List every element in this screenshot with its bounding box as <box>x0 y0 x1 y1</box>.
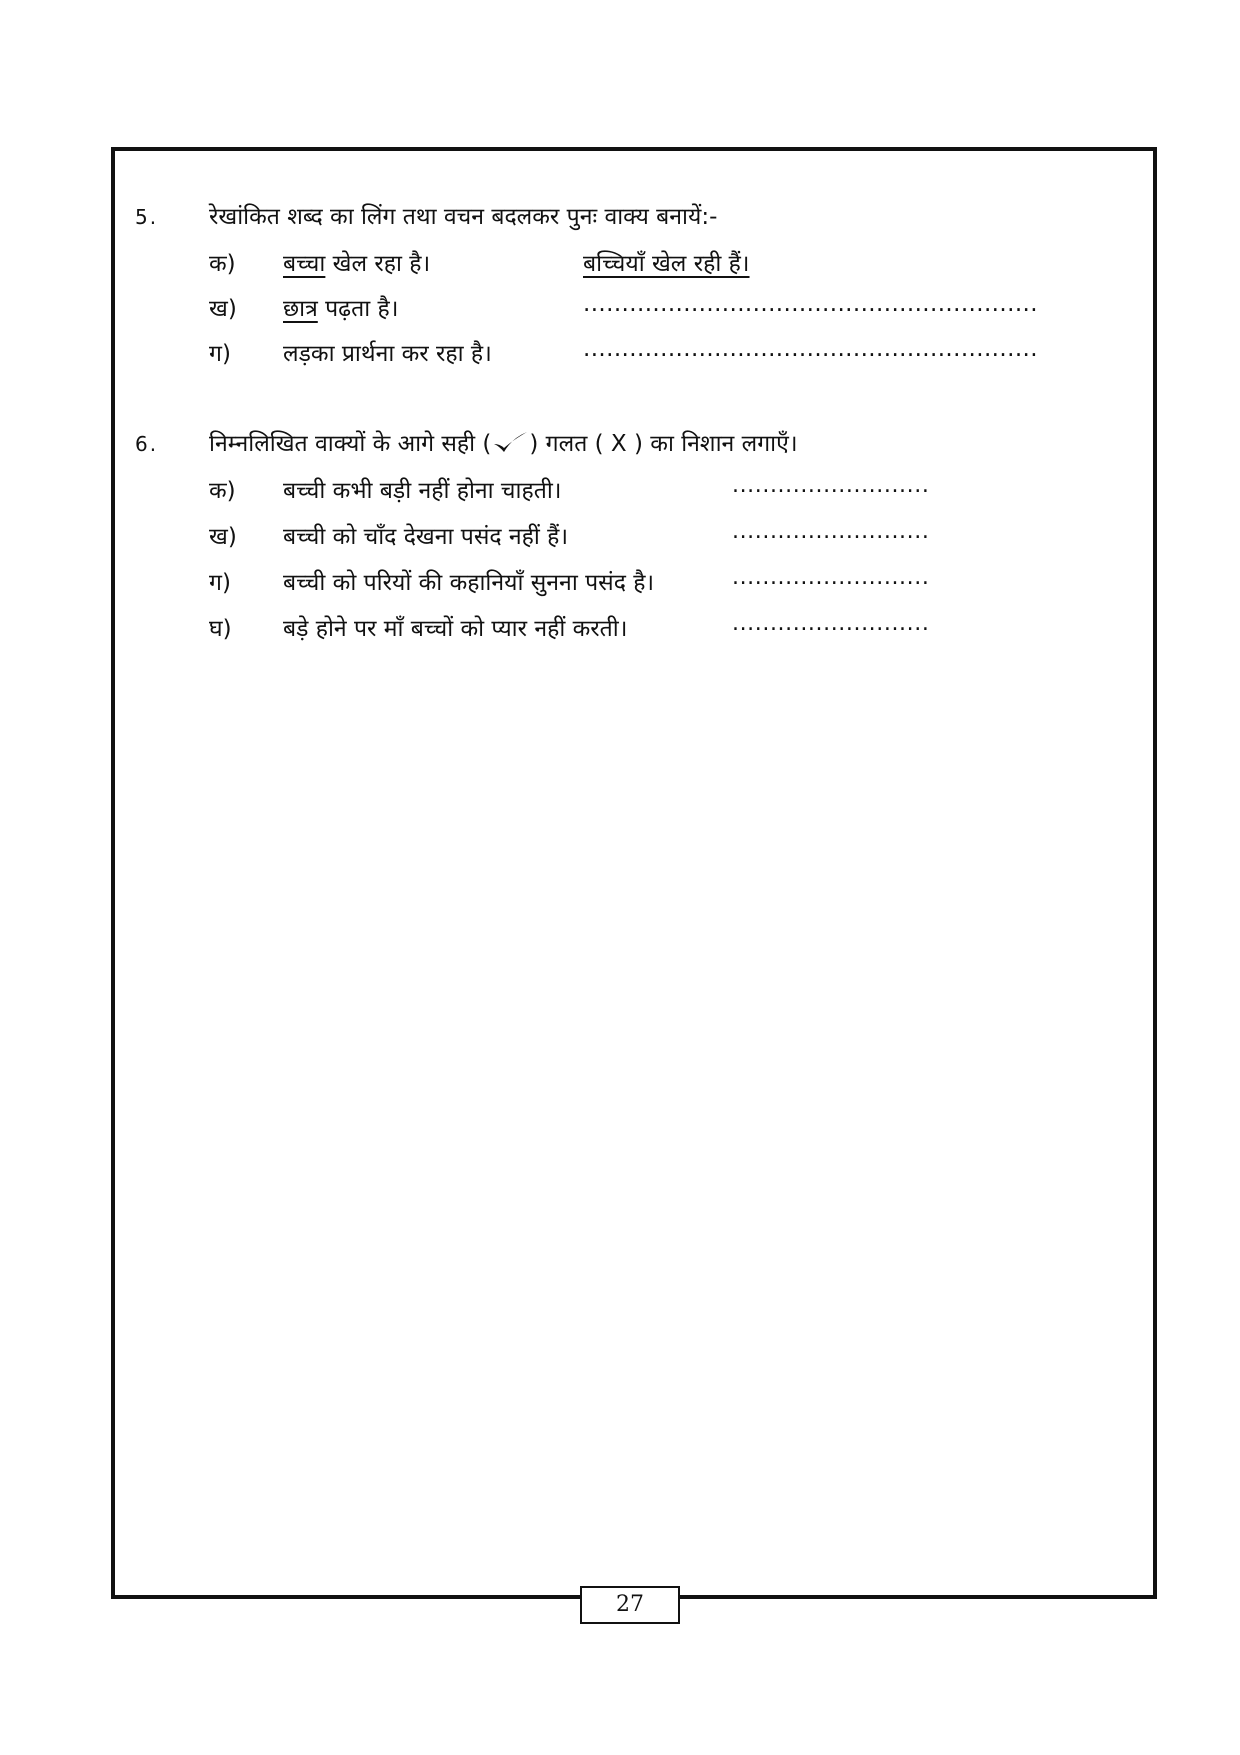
answer-blank[interactable]: .......................... <box>732 473 930 498</box>
answer-blank[interactable]: .......................... <box>732 519 930 544</box>
item-label: ख) <box>209 296 237 322</box>
question-instruction: रेखांकित शब्द का लिंग तथा वचन बदलकर पुनः वाक्य बनायें:- <box>209 204 718 230</box>
item-label: ख) <box>209 524 237 550</box>
list-item <box>115 565 1153 605</box>
instruction-end: ) गलत ( X ) का निशान लगाएँ। <box>529 431 798 457</box>
underlined-word: बच्चा <box>283 251 326 277</box>
list-item <box>115 291 1153 331</box>
item-label: घ) <box>209 616 232 642</box>
list-item <box>115 246 1153 286</box>
question-number: 5. <box>135 205 159 229</box>
list-item <box>115 473 1153 513</box>
item-sentence: बच्ची कभी बड़ी नहीं होना चाहती। <box>283 478 562 504</box>
sentence-rest: पढ़ता है। <box>317 296 399 322</box>
answer-blank[interactable]: .......................... <box>732 565 930 590</box>
checkmark-icon <box>491 429 529 461</box>
item-sentence <box>283 291 398 323</box>
underlined-word: छात्र <box>283 296 318 322</box>
question-number: 6. <box>135 432 159 456</box>
instruction-start: निम्नलिखित वाक्यों के आगे सही ( <box>209 431 492 457</box>
list-item <box>115 519 1153 559</box>
page-frame <box>111 147 1157 1599</box>
answer-blank[interactable]: .......................... <box>732 611 930 636</box>
answer-blank[interactable]: ........................................................... <box>583 291 1038 317</box>
item-sentence: बच्ची को परियों की कहानियाँ सुनना पसंद है। <box>283 570 655 596</box>
list-item <box>115 611 1153 651</box>
item-sentence: बच्ची को चाँद देखना पसंद नहीं हैं। <box>283 524 569 550</box>
item-label: ग) <box>209 570 231 596</box>
list-item <box>115 336 1153 376</box>
item-label: क) <box>209 251 236 277</box>
item-sentence <box>283 336 492 368</box>
item-label: ग) <box>209 341 231 367</box>
answer-blank[interactable]: ........................................................... <box>583 336 1038 362</box>
sentence-rest: खेल रहा है। <box>325 251 431 277</box>
question-instruction <box>209 426 798 461</box>
answer-text: बच्चियाँ खेल रही हैं। <box>583 251 750 277</box>
page-number: 27 <box>580 1586 680 1624</box>
item-sentence <box>283 246 430 278</box>
item-sentence: बड़े होने पर माँ बच्चों को प्यार नहीं करती। <box>283 616 628 642</box>
item-label: क) <box>209 478 236 504</box>
sentence-rest: लड़का प्रार्थना कर रहा है। <box>283 341 492 367</box>
